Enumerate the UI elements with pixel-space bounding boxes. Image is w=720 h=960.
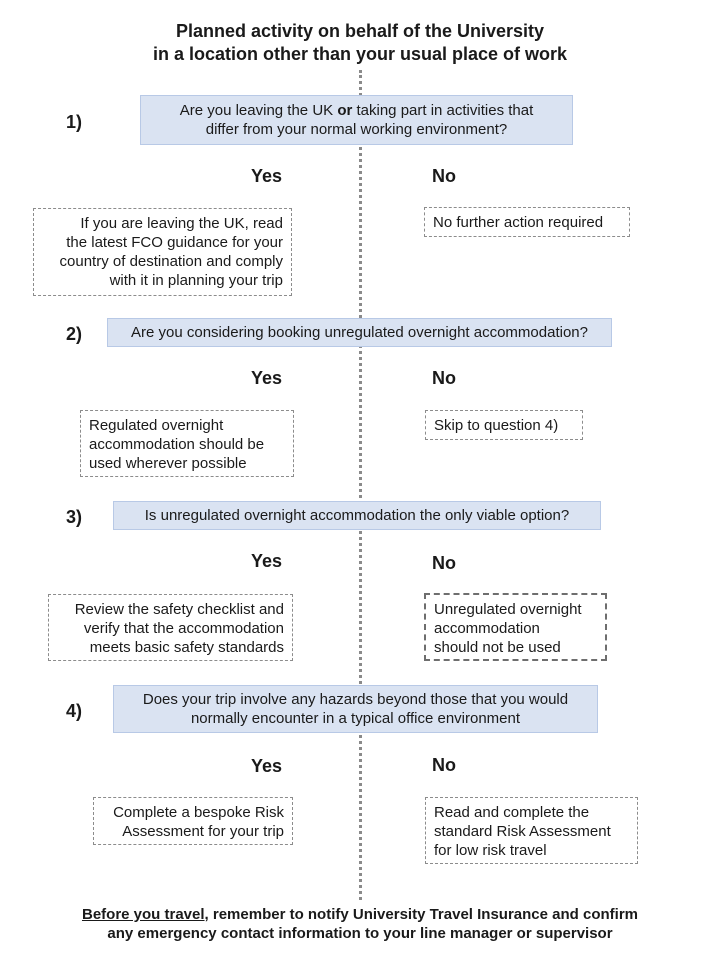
question-2-number: 2) bbox=[66, 324, 83, 344]
q2-yes-line-2: accommodation should be bbox=[89, 436, 265, 453]
footer-note bbox=[0, 905, 720, 943]
question-3-no-box bbox=[424, 593, 607, 661]
question-1-yes-box bbox=[33, 208, 292, 296]
q4-no-line-1: Read and complete the bbox=[434, 804, 590, 821]
q3-no-line-3: should not be used bbox=[434, 639, 561, 656]
question-4-no-box bbox=[425, 797, 638, 864]
question-4-number: 4) bbox=[66, 701, 83, 721]
footer-underlined: Before you travel bbox=[81, 906, 205, 923]
question-4-yes-box bbox=[93, 797, 293, 845]
flowchart-title bbox=[0, 20, 720, 66]
question-3-no-label: No bbox=[432, 553, 456, 573]
q4-no-line-3: for low risk travel bbox=[434, 842, 547, 859]
question-4-no-label: No bbox=[432, 755, 456, 775]
q2-yes-line-1: Regulated overnight bbox=[89, 417, 224, 434]
question-2-text: Are you considering booking unregulated overnight accommodation? bbox=[131, 324, 588, 341]
footer-line-1-rest: , remember to notify University Travel Insurance and confirm bbox=[204, 906, 638, 923]
q1-yes-line-1: If you are leaving the UK, read bbox=[80, 215, 283, 232]
center-divider bbox=[359, 70, 362, 900]
question-3-number: 3) bbox=[66, 507, 83, 527]
q3-yes-line-3: meets basic safety standards bbox=[89, 639, 284, 656]
q1-yes-line-2: the latest FCO guidance for your bbox=[66, 234, 283, 251]
question-1-text-or: or bbox=[337, 102, 353, 119]
title-line-2: in a location other than your usual place of work bbox=[152, 44, 568, 64]
question-3-text: Is unregulated overnight accommodation the only viable option? bbox=[144, 507, 570, 524]
question-1-text-b: taking part in activities that bbox=[352, 102, 534, 119]
q4-yes-line-1: Complete a bespoke Risk bbox=[113, 804, 284, 821]
question-1-text-a: Are you leaving the UK bbox=[179, 102, 338, 119]
question-2-no-label: No bbox=[432, 368, 456, 388]
question-2-no-box bbox=[425, 410, 583, 440]
question-4-box bbox=[113, 685, 598, 733]
question-3-yes-label: Yes bbox=[251, 551, 283, 571]
footer-line-2: any emergency contact information to your line manager or supervisor bbox=[107, 925, 613, 942]
q3-no-line-1: Unregulated overnight bbox=[434, 601, 582, 618]
question-3-yes-box bbox=[48, 594, 293, 661]
question-1-number: 1) bbox=[66, 112, 83, 132]
question-1-no-label: No bbox=[432, 166, 456, 186]
question-1-yes-label: Yes bbox=[251, 166, 283, 186]
q1-yes-line-3: country of destination and comply bbox=[59, 253, 283, 270]
q3-yes-line-1: Review the safety checklist and bbox=[74, 601, 284, 618]
q2-no-line-1: Skip to question 4) bbox=[434, 417, 559, 434]
question-2-box bbox=[107, 318, 612, 347]
question-4-text-line-1: Does your trip involve any hazards beyond those that you would bbox=[142, 691, 569, 708]
q4-no-line-2: standard Risk Assessment bbox=[434, 823, 611, 840]
q3-yes-line-2: verify that the accommodation bbox=[83, 620, 284, 637]
q2-yes-line-3: used wherever possible bbox=[89, 455, 247, 472]
question-4-yes-label: Yes bbox=[251, 756, 283, 776]
question-1-text-c: differ from your normal working environment? bbox=[205, 121, 508, 138]
q1-yes-line-4: with it in planning your trip bbox=[109, 272, 283, 289]
q1-no-line-1: No further action required bbox=[433, 214, 604, 231]
question-1-box bbox=[140, 95, 573, 145]
title-line-1: Planned activity on behalf of the University bbox=[175, 21, 545, 41]
question-2-yes-box bbox=[80, 410, 294, 477]
question-1-no-box bbox=[424, 207, 630, 237]
q3-no-line-2: accommodation bbox=[434, 620, 540, 637]
question-2-yes-label: Yes bbox=[251, 368, 283, 388]
question-3-box bbox=[113, 501, 601, 530]
question-4-text-line-2: normally encounter in a typical office environment bbox=[190, 710, 521, 727]
q4-yes-line-2: Assessment for your trip bbox=[122, 823, 284, 840]
